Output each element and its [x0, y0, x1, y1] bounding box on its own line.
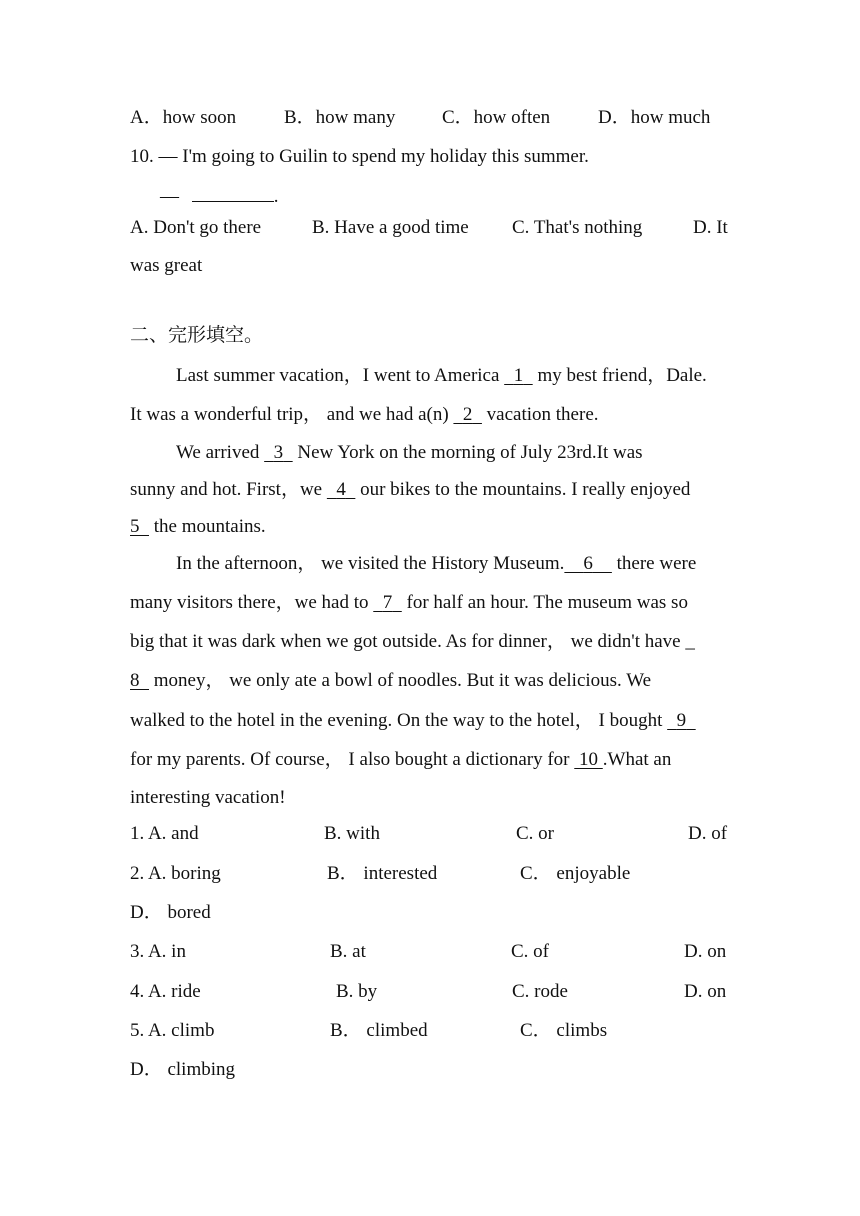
question-3-option-c: C. of	[511, 941, 549, 962]
passage-text: many visitors there，we had to	[130, 592, 369, 613]
passage-line	[130, 709, 696, 733]
passage-text: New York on the morning of July 23rd.It was	[297, 442, 643, 463]
question-3-option-b: B. at	[330, 941, 366, 962]
question-2-option-d: D． bored	[130, 902, 211, 923]
q10-option-a: A. Don't go there	[130, 217, 262, 238]
passage-text: my best friend，Dale.	[537, 365, 707, 386]
passage-text: for half an hour. The museum was so	[406, 592, 688, 613]
q10-option-d: D. It	[693, 217, 728, 238]
q9-option-a: A．how soon	[130, 107, 237, 128]
passage-text: sunny and hot. First，we	[130, 479, 323, 500]
blank-1: 1	[513, 365, 524, 386]
question-1-option-c: C. or	[516, 823, 554, 844]
question-4-option-a: 4. A. ride	[130, 981, 201, 1002]
passage-text: there were	[616, 553, 697, 574]
passage-text: for my parents. Of course， I also bought a dictionary for	[130, 749, 570, 770]
passage-text: .What an	[602, 749, 672, 770]
passage-text: We arrived	[176, 442, 260, 463]
question-2-option-b: B． interested	[327, 863, 438, 884]
blank-8-start: _	[685, 631, 695, 652]
q10-reply-period: .	[273, 186, 279, 207]
question-1-option-a: 1. A. and	[130, 823, 199, 844]
passage-text: the mountains.	[153, 516, 266, 537]
q10-answer-blank	[192, 183, 274, 202]
passage-text: In the afternoon， we visited the History Museum.	[176, 553, 565, 574]
passage-text: vacation there.	[486, 404, 599, 425]
q10-option-c: C. That's nothing	[512, 217, 643, 238]
passage-text: money， we only ate a bowl of noodles. But it was delicious. We	[153, 670, 652, 691]
q10-option-b: B. Have a good time	[312, 217, 469, 238]
blank-4: 4	[336, 479, 346, 500]
blank-3: 3	[273, 442, 284, 463]
passage-text: Last summer vacation，I went to America	[176, 365, 500, 386]
blank-5: 5	[130, 516, 140, 537]
passage-text: walked to the hotel in the evening. On the way to the hotel， I bought	[130, 710, 663, 731]
question-1-option-d: D. of	[688, 823, 728, 844]
blank-9: 9	[676, 710, 687, 731]
passage-line	[176, 441, 643, 465]
question-2-option-a: 2. A. boring	[130, 863, 221, 884]
blank-7: 7	[382, 592, 393, 613]
blank-8: 8	[130, 670, 140, 691]
question-5-option-a: 5. A. climb	[130, 1020, 215, 1041]
question-4-option-b: B. by	[336, 981, 378, 1002]
question-4-option-c: C. rode	[512, 981, 568, 1002]
passage-line	[176, 552, 696, 576]
passage-text: our bikes to the mountains. I really enjoyed	[360, 479, 691, 500]
blank-6: 6	[583, 553, 593, 574]
q9-option-d: D．how much	[598, 107, 711, 128]
question-2-option-c: C． enjoyable	[520, 863, 631, 884]
blank-2: 2	[462, 404, 473, 425]
passage-line	[176, 364, 707, 388]
passage-text: big that it was dark when we got outside. As for dinner， we didn't have	[130, 631, 681, 652]
q10-option-d-wrap: was great	[130, 255, 203, 276]
blank-10: 10	[579, 749, 599, 770]
q10-question: 10. — I'm going to Guilin to spend my holiday this summer.	[130, 146, 589, 167]
passage-line	[130, 669, 651, 693]
passage-line	[130, 403, 599, 427]
q9-option-c: C．how often	[442, 107, 551, 128]
passage-line	[130, 591, 688, 615]
passage-line	[130, 630, 695, 654]
question-5-option-b: B． climbed	[330, 1020, 428, 1041]
passage-line	[130, 515, 266, 539]
question-5-option-c: C． climbs	[520, 1020, 608, 1041]
section-title: 二、完形填空。	[130, 325, 264, 346]
question-1-option-b: B. with	[324, 823, 380, 844]
q10-reply-dash: —	[160, 186, 179, 207]
q9-option-b: B．how many	[284, 107, 396, 128]
passage-line	[130, 786, 286, 810]
passage-text: It was a wonderful trip， and we had a(n)	[130, 404, 449, 425]
passage-line	[130, 748, 671, 772]
question-3-option-a: 3. A. in	[130, 941, 186, 962]
q10-reply	[160, 183, 279, 209]
passage-text: interesting vacation!	[130, 787, 286, 808]
question-4-option-d: D. on	[684, 981, 727, 1002]
question-3-option-d: D. on	[684, 941, 727, 962]
question-5-option-d: D． climbing	[130, 1059, 236, 1080]
passage-line	[130, 478, 690, 502]
